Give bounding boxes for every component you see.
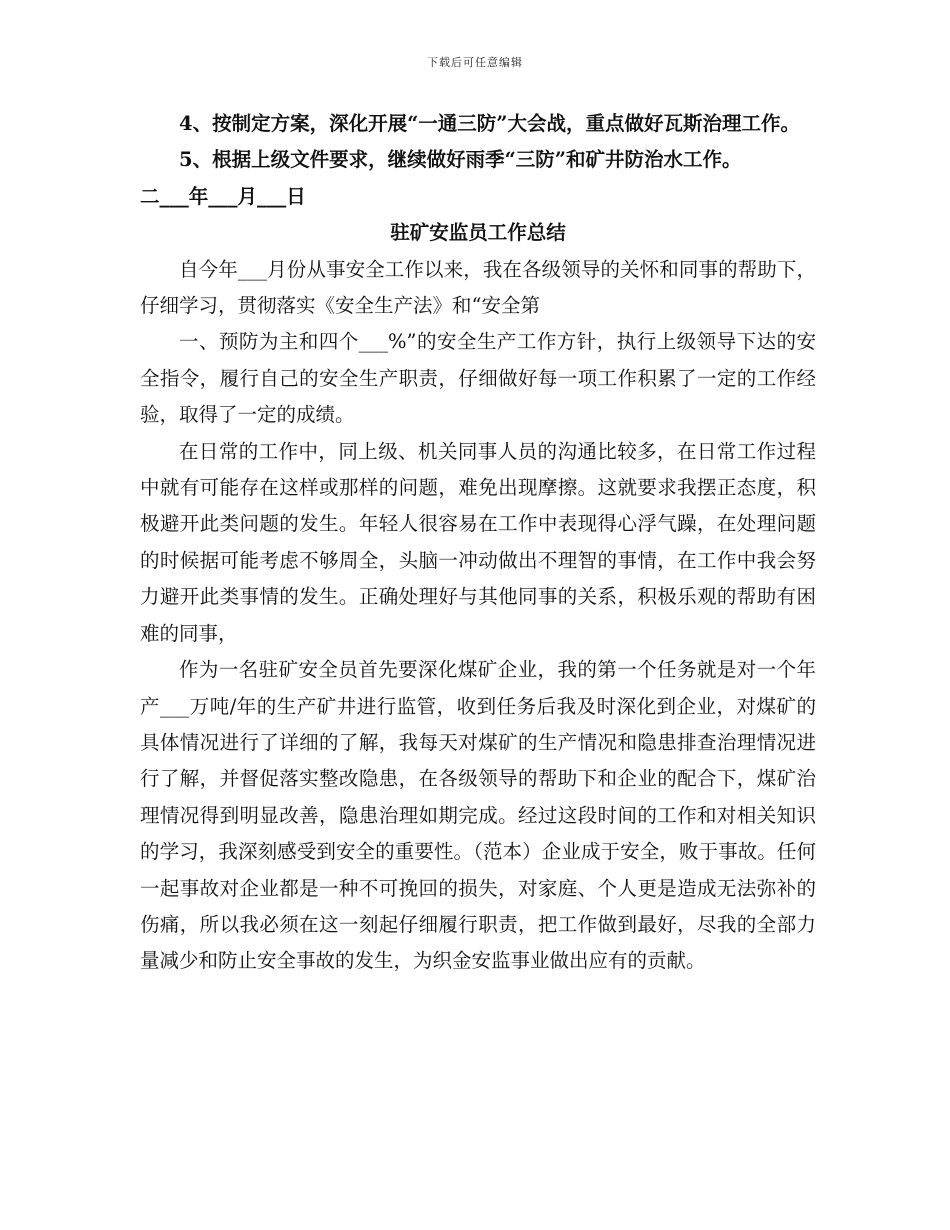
paragraph-duties: 作为一名驻矿安全员首先要深化煤矿企业，我的第一个任务就是对一个年产___万吨/年的生产矿井进行监管，收到任务后我及时深化到企业，对煤矿的具体情况进行了详细的了解，我每天对煤矿的生产情况和隐患排查治理情况进行了解，并督促落实整改隐患，在各级领导的帮助下和企业的配合下，煤矿治理情况得到明显改善，隐患治理如期完成。经过这段时间的工作和对相关知识的学习，我深刻感受到安全的重要性。（范本）企业成于安全，败于事故。任何一起事故对企业都是一种不可挽回的损失，对家庭、个人更是造成无法弥补的伤痛，所以我必须在这一刻起仔细履行职责，把工作做到最好，尽我的全部力量减少和防止安全事故的发生，为织金安监事业做出应有的贡献。 — [140, 658, 816, 973]
document-body — [140, 106, 816, 980]
page-header-note: 下载后可任意编辑 — [427, 56, 523, 69]
paragraph-policy: 一、预防为主和四个___%”的安全生产工作方针，执行上级领导下达的安全指令，履行自己的安全生产职责，仔细做好每一项工作积累了一定的工作经验，取得了一定的成绩。 — [140, 330, 816, 427]
paragraph-intro: 自今年___月份从事安全工作以来，我在各级领导的关怀和同事的帮助下，仔细学习，贯彻落实《安全生产法》和“安全第 — [140, 257, 816, 318]
list-item-4: 4、按制定方案，深化开展“一通三防”大会战，重点做好瓦斯治理工作。 — [179, 112, 801, 135]
document-title: 驻矿安监员工作总结 — [390, 221, 566, 245]
list-item-5: 5、根据上级文件要求，继续做好雨季“三防”和矿井防治水工作。 — [179, 148, 742, 172]
date-line: 二___年___月___日 — [140, 184, 306, 208]
paragraph-daily-work: 在日常的工作中，同上级、机关同事人员的沟通比较多，在日常工作过程中就有可能存在这样或那样的问题，难免出现摩擦。这就要求我摆正态度，积极避开此类问题的发生。年轻人很容易在工作中表现得心浮气躁，在处理问题的时候据可能考虑不够周全，头脑一冲动做出不理智的事情，在工作中我会努力避开此类事情的发生。正确处理好与其他同事的关系，积极乐观的帮助有困难的同事， — [140, 439, 816, 645]
